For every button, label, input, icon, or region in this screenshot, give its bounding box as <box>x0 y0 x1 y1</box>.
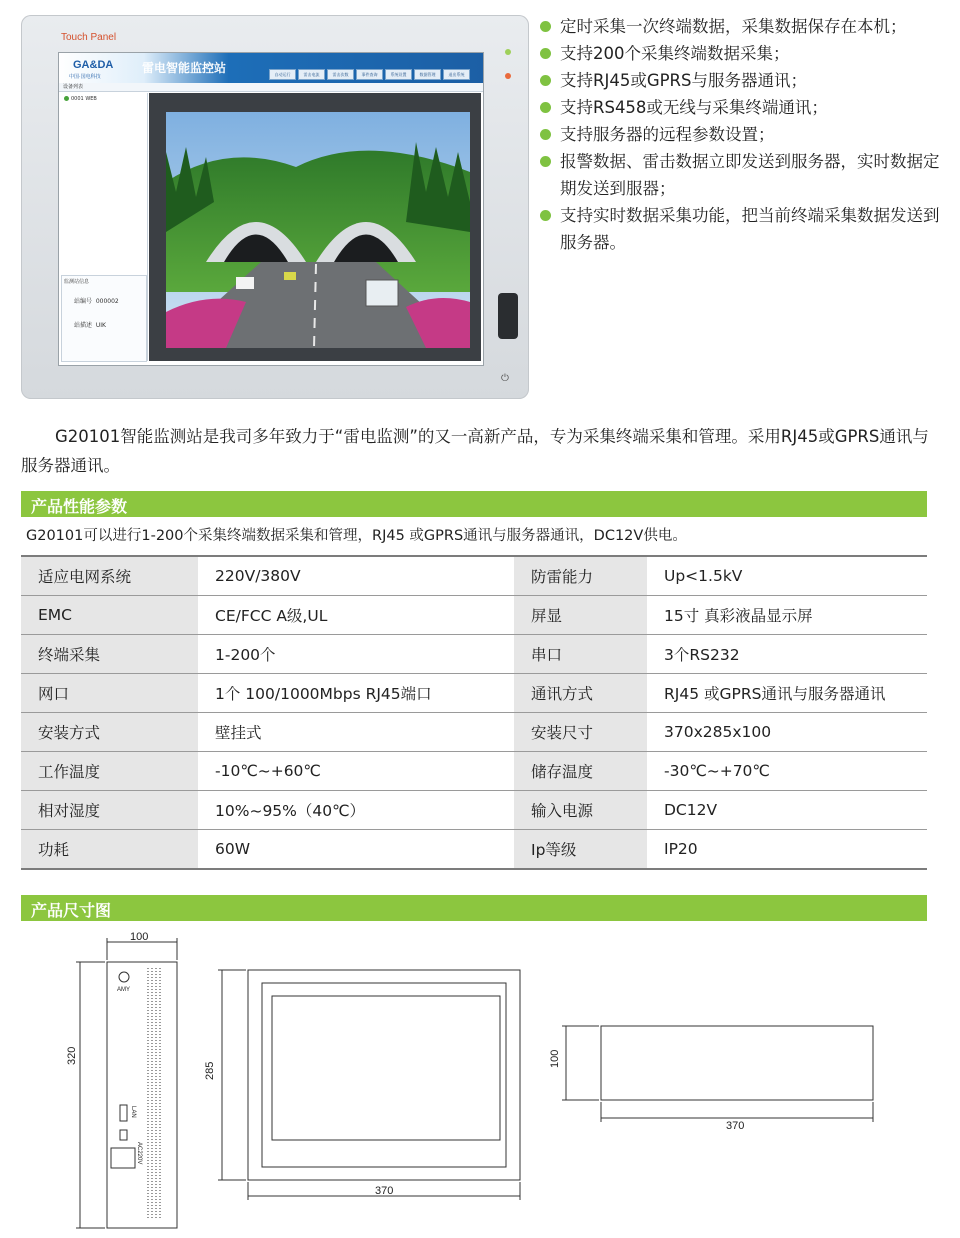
spec-label: EMC <box>21 596 198 635</box>
screen-device-list <box>59 93 148 361</box>
side-view-drawing <box>76 938 177 1228</box>
spec-label: Ip等级 <box>514 830 647 870</box>
screen-station-no: 站编号 000002 <box>74 298 119 305</box>
specs-summary: G20101可以进行1-200个采集终端数据采集和管理，RJ45 或GPRS通讯与服务器通讯，DC12V供电。 <box>26 528 687 544</box>
spec-value: 3个RS232 <box>647 635 927 674</box>
front-view-drawing <box>218 970 520 1200</box>
feature-list <box>538 13 954 256</box>
spec-row <box>21 635 927 674</box>
spec-label: 网口 <box>21 674 198 713</box>
screen-info-header: 监测站信息 <box>64 279 90 285</box>
screen-station-info <box>61 275 147 362</box>
spec-label: 终端采集 <box>21 635 198 674</box>
screen-menu-item[interactable]: 数据管理 <box>414 69 441 80</box>
spec-value: 220V/380V <box>198 556 514 596</box>
spec-value: 1-200个 <box>198 635 514 674</box>
screen-device-item-label: 0001 WEB <box>71 96 97 102</box>
section-header-params <box>21 491 927 517</box>
screen-menu-item[interactable]: 自动运行 <box>269 69 296 80</box>
spec-value: DC12V <box>647 791 927 830</box>
feature-item: 定时采集一次终端数据，采集数据保存在本机； <box>538 13 954 40</box>
spec-value: 1个 100/1000Mbps RJ45端口 <box>198 674 514 713</box>
front-width-label: 370 <box>375 1185 394 1197</box>
screen-menu-item[interactable]: 系统设置 <box>385 69 412 80</box>
feature-item: 支持200个采集终端数据采集； <box>538 40 954 67</box>
side-amy-label: AMY <box>117 987 131 993</box>
spec-value: 15寸 真彩液晶显示屏 <box>647 596 927 635</box>
spec-row <box>21 674 927 713</box>
spec-row <box>21 713 927 752</box>
power-icon[interactable]: ⏻ <box>501 373 509 384</box>
side-height-label: 320 <box>66 1046 78 1065</box>
feature-item: 支持RS458或无线与采集终端通讯； <box>538 94 954 121</box>
screen-logo: GA&DA <box>73 59 114 71</box>
spec-value: 壁挂式 <box>198 713 514 752</box>
top-view-drawing <box>562 1026 873 1122</box>
spec-value: CE/FCC A级,UL <box>198 596 514 635</box>
feature-item: 支持RJ45或GPRS与服务器通讯； <box>538 67 954 94</box>
spec-label: 安装方式 <box>21 713 198 752</box>
status-led-green <box>505 49 511 55</box>
section-header-dimensions <box>21 895 927 921</box>
online-status-icon <box>64 96 69 101</box>
screen-title: 雷电智能监控站 <box>142 61 227 75</box>
feature-item: 支持服务器的远程参数设置； <box>538 121 954 148</box>
spec-value: Up<1.5kV <box>647 556 927 596</box>
spec-row <box>21 752 927 791</box>
spec-label: 输入电源 <box>514 791 647 830</box>
spec-label: 功耗 <box>21 830 198 870</box>
dimension-drawings <box>0 920 960 1234</box>
feature-item: 报警数据、雷击数据立即发送到服务器，实时数据定期发送到服器； <box>538 148 954 202</box>
screen-image-frame <box>149 93 481 361</box>
side-ac-label: AC220V <box>136 1142 142 1165</box>
spec-row <box>21 791 927 830</box>
screen-menu-item[interactable]: 雷击次数 <box>327 69 354 80</box>
section-title: 产品尺寸图 <box>31 901 112 920</box>
spec-label: 安装尺寸 <box>514 713 647 752</box>
status-led-red <box>505 73 511 79</box>
screen-header <box>59 53 483 83</box>
screen-subbar <box>59 83 483 92</box>
spec-row <box>21 830 927 870</box>
screen-sub-label: 设备列表 <box>63 84 84 90</box>
screen-menu-item[interactable]: 事件查询 <box>356 69 383 80</box>
side-width-label: 100 <box>130 931 149 943</box>
spec-value: RJ45 或GPRS通讯与服务器通讯 <box>647 674 927 713</box>
top-height-label: 100 <box>549 1049 561 1068</box>
top-width-label: 370 <box>726 1120 745 1132</box>
screen-menu <box>269 69 470 80</box>
screen-station-desc: 站描述 UIK <box>74 322 106 329</box>
section-title: 产品性能参数 <box>31 497 128 516</box>
spec-row <box>21 556 927 596</box>
spec-value: 370x285x100 <box>647 713 927 752</box>
spec-value: 60W <box>198 830 514 870</box>
spec-label: 屏显 <box>514 596 647 635</box>
screen-menu-item[interactable]: 退出系统 <box>443 69 470 80</box>
spec-label: 防雷能力 <box>514 556 647 596</box>
specs-table <box>21 555 927 870</box>
spec-value: IP20 <box>647 830 927 870</box>
screen-logo-sub: 中国·国电科技 <box>69 74 101 80</box>
spec-label: 适应电网系统 <box>21 556 198 596</box>
device-photo <box>21 15 529 399</box>
feature-item: 支持实时数据采集功能，把当前终端采集数据发送到服务器。 <box>538 202 954 256</box>
spec-label: 串口 <box>514 635 647 674</box>
spec-label: 通讯方式 <box>514 674 647 713</box>
spec-value: 10%~95%（40℃） <box>198 791 514 830</box>
spec-label: 工作温度 <box>21 752 198 791</box>
spec-value: -30℃~+70℃ <box>647 752 927 791</box>
spec-value: -10℃~+60℃ <box>198 752 514 791</box>
spec-label: 相对湿度 <box>21 791 198 830</box>
card-slot <box>498 293 518 339</box>
spec-label: 储存温度 <box>514 752 647 791</box>
device-brand-label: Touch Panel <box>61 32 117 43</box>
device-screen <box>59 53 483 365</box>
screen-menu-item[interactable]: 雷击电流 <box>298 69 325 80</box>
intro-paragraph: G20101智能监测站是我司多年致力于“雷电监测”的又一高新产品，专为采集终端采集和管理。采用RJ45或GPRS通讯与服务器通讯。 <box>21 427 929 475</box>
front-height-label: 285 <box>204 1061 216 1080</box>
side-lan-label: LAN <box>130 1106 136 1118</box>
spec-row <box>21 596 927 635</box>
screen-device-item[interactable] <box>64 96 97 102</box>
tunnel-landscape-image <box>166 112 470 348</box>
